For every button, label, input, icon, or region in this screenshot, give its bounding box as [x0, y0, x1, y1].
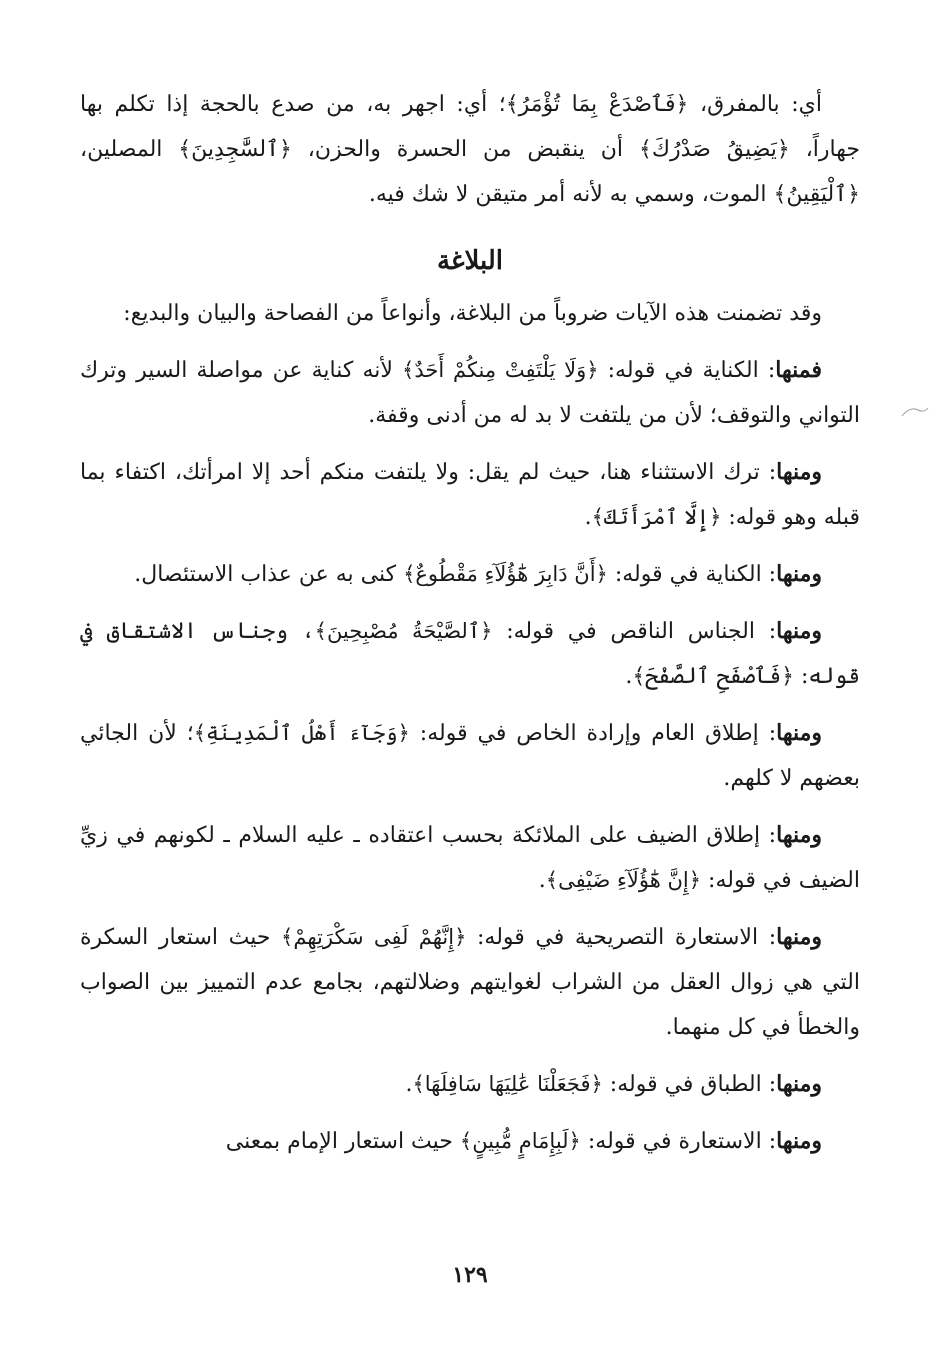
quran-verse: ﴿إِلَّا ٱمْرَأَتَكَ﴾ [591, 505, 722, 529]
quran-verse: ﴿فَجَعَلْنَا عَٰلِيَهَا سَافِلَهَا﴾ [412, 1072, 603, 1096]
point-post: ؛ لأن الجائي بعضهم لا كلهم. [80, 721, 860, 791]
point-pre: : الاستعارة التصريحية في قوله: [466, 925, 777, 950]
point-lead: فمنها [775, 357, 822, 383]
point-lead: ومنها [776, 720, 822, 746]
point-paragraph [80, 450, 860, 540]
point-paragraph [80, 915, 860, 1050]
point-pre: : الطباق في قوله: [602, 1072, 777, 1097]
point-pre: : إطلاق الضيف على الملائكة بحسب اعتقاده ـ عليه السلام ـ لكونهم في زيِّ الضيف في قوله: [80, 823, 860, 893]
point-post: حيث استعار الإمام بمعنى [225, 1129, 460, 1154]
point-post: حيث استعار السكرة التي هي زوال العقل من الشراب لغوايتهم وضلالتهم، بجامع عدم التمييز بين الصواب والخطأ في كل منهما. [80, 925, 860, 1040]
point-pre: : الجناس الناقص في قوله: [492, 619, 777, 644]
margin-scribble-mark [900, 402, 930, 422]
point-paragraph [80, 711, 860, 801]
point-post: . [584, 505, 592, 530]
page-number: ١٢٩ [452, 1262, 488, 1288]
point-lead: ومنها [776, 1128, 822, 1154]
point-paragraph [80, 1119, 860, 1164]
point-paragraph [80, 609, 860, 699]
intro-paragraph: أي: بالمفرق، ﴿فَٱصْدَعْ بِمَا تُؤْمَرُ﴾؛ أي: اجهر به، من صدع بالحجة إذا تكلم بها جهاراً، ﴿يَضِيقُ صَدْرُكَ﴾ أن ينقبض من الحسرة والحزن، ﴿ٱلسَّٰجِدِينَ﴾ المصلين، ﴿ٱلْيَقِينُ﴾ الموت، وسمي به لأنه أمر متيقن لا شك فيه. [80, 92, 860, 207]
point-paragraph [80, 813, 860, 903]
point-paragraph [80, 1062, 860, 1107]
section-heading: البلاغة [436, 246, 504, 276]
quran-verse: ﴿ٱلصَّيْحَةُ مُصْبِحِينَ﴾ [314, 619, 493, 643]
point-pre: : إطلاق العام وإرادة الخاص في قوله: [409, 721, 777, 746]
point-lead: ومنها [776, 924, 823, 950]
point-post: . [405, 1072, 413, 1097]
point-pre: : الاستعارة في قوله: [580, 1129, 777, 1154]
points-list [80, 348, 860, 1164]
point-pre: : الكناية في قوله: [607, 562, 777, 587]
point-post: ، وجناس الاشتقاق في قوله: ﴿فَٱصْفَحِ ٱلصَّفْحَ﴾. [80, 619, 860, 689]
quran-verse: ﴿وَلَا يَلْتَفِتْ مِنكُمْ أَحَدٌ﴾ [402, 358, 599, 382]
page-body [80, 82, 860, 1176]
point-lead: ومنها [776, 618, 823, 644]
point-pre: : الكناية في قوله: [598, 358, 776, 383]
point-post: كنى به عن عذاب الاستئصال. [134, 562, 404, 587]
point-lead: ومنها [776, 561, 822, 587]
point-lead: ومنها [776, 459, 822, 485]
section-intro-paragraph: وقد تضمنت هذه الآيات ضروباً من البلاغة، وأنواعاً من الفصاحة والبيان والبديع: [123, 301, 822, 326]
point-post: . [538, 868, 546, 893]
point-pre: : ترك الاستثناء هنا، حيث لم يقل: ولا يلتفت منكم أحد إلا امرأتك، اكتفاء بما قبله وهو قوله: [80, 460, 860, 530]
quran-verse: ﴿وَجَآءَ أَهْلُ ٱلْمَدِينَةِ﴾ [193, 721, 410, 745]
point-post: لأنه كناية عن مواصلة السير وترك التواني والتوقف؛ لأن من يلتفت لا بد له من أدنى وقفة. [80, 358, 860, 428]
quran-verse: ﴿إِنَّهُمْ لَفِى سَكْرَتِهِمْ﴾ [281, 925, 467, 949]
point-lead: ومنها [776, 1071, 822, 1097]
point-paragraph [80, 348, 860, 438]
point-paragraph [80, 552, 860, 597]
quran-verse: ﴿إِنَّ هَٰٓؤُلَآءِ ضَيْفِى﴾ [545, 868, 702, 892]
point-lead: ومنها [776, 822, 822, 848]
quran-verse: ﴿لَبِإِمَامٍ مُّبِينٍ﴾ [459, 1129, 581, 1153]
quran-verse: ﴿أَنَّ دَابِرَ هَٰٓؤُلَآءِ مَقْطُوعٌ﴾ [403, 562, 608, 586]
